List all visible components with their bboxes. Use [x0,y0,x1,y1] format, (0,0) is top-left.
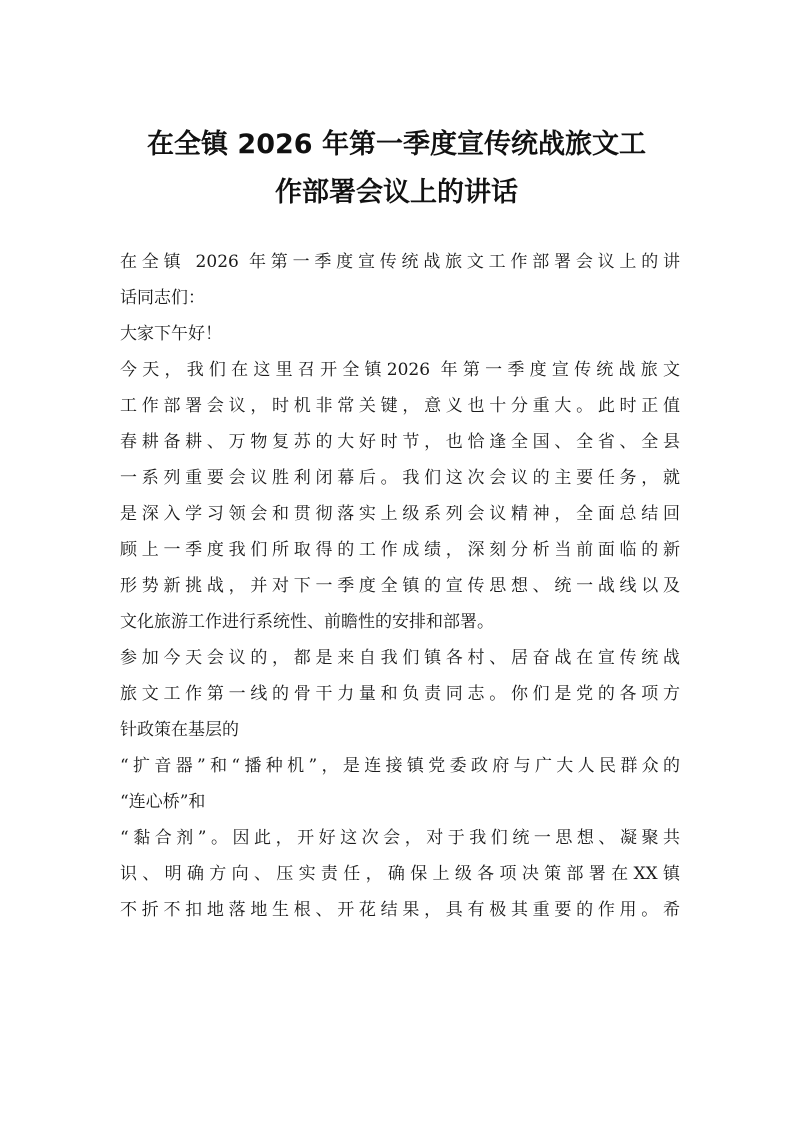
body-line: 形势新挑战，并对下一季度全镇的宣传思想、统一战线以及 [120,576,680,596]
body-line: 旅文工作第一线的骨干力量和负责同志。你们是党的各项方 [120,684,680,704]
body-line: 春耕备耕、万物复苏的大好时节，也恰逢全国、全省、全县 [120,432,680,452]
body-line: 针政策在基层的 [120,720,239,740]
body-line: 不折不扣地落地生根、开花结果，具有极其重要的作用。希 [120,900,680,920]
body-line: “黏合剂”。因此，开好这次会，对于我们统一思想、凝聚共 [120,828,680,848]
body-line: 大家下午好！ [120,324,222,344]
document-title-line-2: 作部署会议上的讲话 [275,177,518,208]
body-line: 工作部署会议，时机非常关键，意义也十分重大。此时正值 [120,396,680,416]
body-line: 在全镇 2026 年第一季度宣传统战旅文工作部署会议上的讲 [120,252,680,272]
document-title-line-1: 在全镇 2026 年第一季度宣传统战旅文工 [147,129,646,160]
body-line: 文化旅游工作进行系统性、前瞻性的安排和部署。 [120,612,494,632]
document-body [120,244,680,928]
body-line: 今天，我们在这里召开全镇2026 年第一季度宣传统战旅文 [120,360,680,380]
body-line: “扩音器”和“播种机”，是连接镇党委政府与广大人民群众的 [120,756,680,776]
body-line: 话同志们： [120,288,205,308]
body-line: 一系列重要会议胜利闭幕后。我们这次会议的主要任务，就 [120,468,680,488]
body-line: 是深入学习领会和贯彻落实上级系列会议精神，全面总结回 [120,504,680,524]
body-line: “连心桥”和 [120,792,206,812]
body-line: 参加今天会议的，都是来自我们镇各村、居奋战在宣传统战 [120,648,680,668]
body-line: 识、明确方向、压实责任，确保上级各项决策部署在XX镇 [120,864,680,884]
body-line: 顾上一季度我们所取得的工作成绩，深刻分析当前面临的新 [120,540,680,560]
